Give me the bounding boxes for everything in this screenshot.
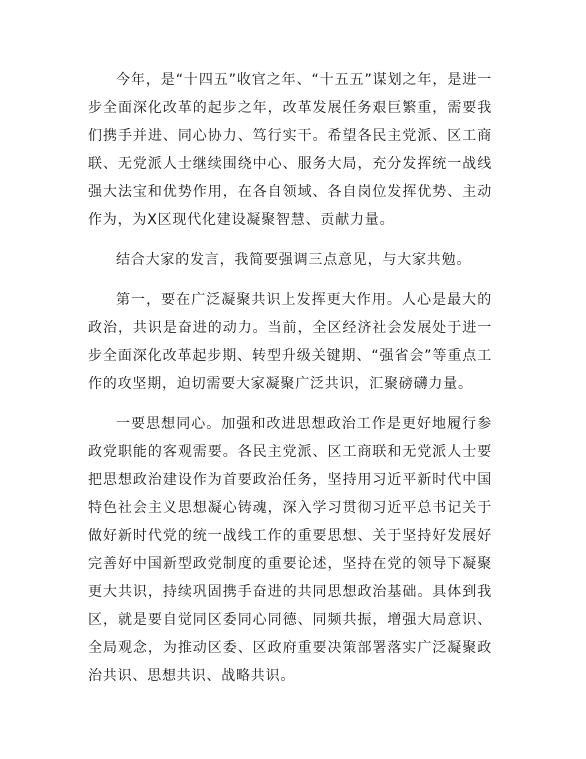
paragraph-ideological-unity: 一要思想同心。加强和改进思想政治工作是更好地履行参政党职能的客观需要。各民主党派、区工商联和无党派人士要把思想政治建设作为首要政治任务，坚持用习近平新时代中国特色社会主义思想凝心铸魂，深入学习贯彻习近平总书记关于做好新时代党的统一战线工作的重要思想、关于坚持好发展好完善好中国新型政党制度的重要论述，坚持在党的领导下凝聚更大共识，持续巩固携手奋进的共同思想政治基础。具体到我区，就是要自觉同区委同心同德、同频共振，增强大局意识、全局观念，为推动区委、区政府重要决策部署落实广泛凝聚政治共识、思想共识、战略共识。	[88, 416, 492, 684]
paragraph-point-one: 第一，要在广泛凝聚共识上发挥更大作用。人心是最大的政治，共识是奋进的动力。当前，全区经济社会发展处于进一步全面深化改革起步期、转型升级关键期、“强省会”等重点工作的攻坚期，迫切需要大家凝聚广泛共识，汇聚磅礴力量。	[88, 292, 492, 392]
document-body	[88, 66, 492, 702]
paragraph-transition: 结合大家的发言，我简要强调三点意见，与大家共勉。	[116, 252, 472, 268]
paragraph-intro: 今年，是“十四五”收官之年、“十五五”谋划之年，是进一步全面深化改革的起步之年，改革发展任务艰巨繁重，需要我们携手并进、同心协力、笃行实干。希望各民主党派、区工商联、无党派人士继续围绕中心、服务大局，充分发挥统一战线强大法宝和优势作用，在各自领域、各自岗位发挥优势、主动作为，为X区现代化建设凝聚智慧、贡献力量。	[88, 72, 492, 228]
